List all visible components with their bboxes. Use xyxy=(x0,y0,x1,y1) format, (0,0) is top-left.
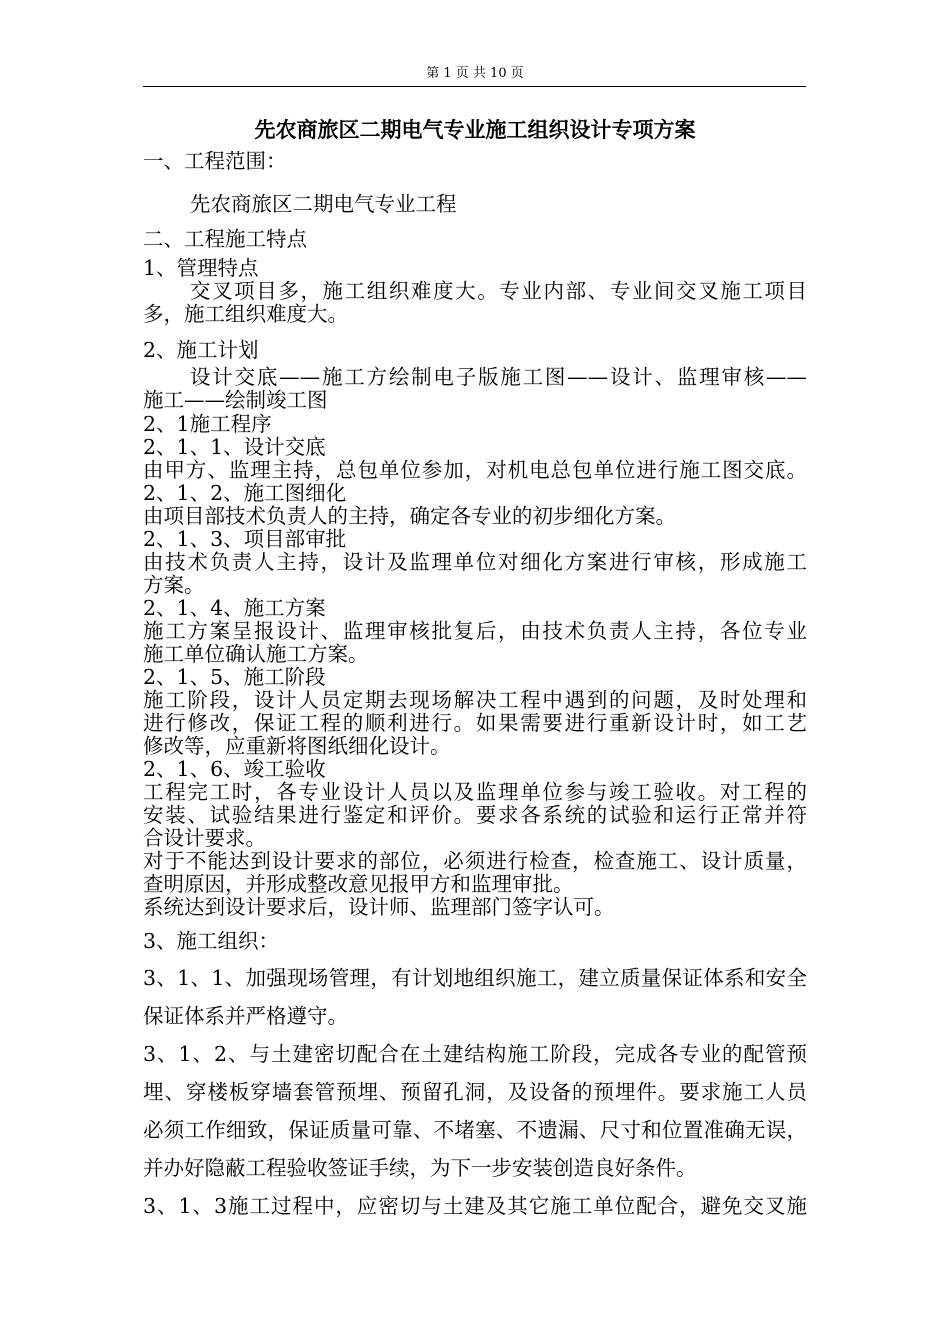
body-text-line: 对于不能达到设计要求的部位，必须进行检查，检查施工、设计质量， xyxy=(143,849,807,873)
body-text-line: 3、1、1、加强现场管理，有计划地组织施工，建立质量保证体系和安全 xyxy=(143,966,807,990)
header-divider xyxy=(143,86,806,87)
body-text-line: 安装、试验结果进行鉴定和评价。要求各系统的试验和运行正常并符 xyxy=(143,803,807,827)
body-text-line: 合设计要求。 xyxy=(143,826,266,850)
body-text-line: 方案。 xyxy=(143,573,205,597)
body-text-line: 由技术负责人主持，设计及监理单位对细化方案进行审核，形成施工 xyxy=(143,550,807,574)
body-text-line: 施工方案呈报设计、监理审核批复后，由技术负责人主持，各位专业 xyxy=(143,619,807,643)
body-text-line: 2、1、2、施工图细化 xyxy=(143,481,347,505)
document-title: 先农商旅区二期电气专业施工组织设计专项方案 xyxy=(254,117,696,142)
body-text-line: 2、1、6、竣工验收 xyxy=(143,757,326,781)
body-text-line: 必须工作细致，保证质量可靠、不堵塞、不遗漏、尺寸和位置准确无误， xyxy=(143,1118,807,1142)
body-text-line: 施工阶段，设计人员定期去现场解决工程中遇到的问题，及时处理和 xyxy=(143,688,807,712)
body-text-line: 一、工程范围： xyxy=(143,149,287,173)
body-text-line: 2、1、4、施工方案 xyxy=(143,596,326,620)
body-text-line: 先农商旅区二期电气专业工程 xyxy=(190,192,457,216)
body-text-line: 系统达到设计要求后，设计师、监理部门签字认可。 xyxy=(143,895,615,919)
body-text-line: 修改等，应重新将图纸细化设计。 xyxy=(143,734,451,758)
body-text-line: 施工——绘制竣工图 xyxy=(143,388,328,412)
body-text-line: 3、1、3施工过程中，应密切与土建及其它施工单位配合，避免交叉施 xyxy=(143,1194,807,1218)
page-number-header: 第 1 页 共 10 页 xyxy=(426,66,524,81)
body-text-line: 2、1施工程序 xyxy=(143,412,272,436)
body-text-line: 由项目部技术负责人的主持，确定各专业的初步细化方案。 xyxy=(143,504,676,528)
body-text-line: 进行修改，保证工程的顺利进行。如果需要进行重新设计时，如工艺 xyxy=(143,711,807,735)
body-text-line: 保证体系并严格遵守。 xyxy=(143,1004,348,1028)
body-text-line: 埋、穿楼板穿墙套管预埋、预留孔洞，及设备的预埋件。要求施工人员 xyxy=(143,1080,807,1104)
body-text-line: 3、施工组织： xyxy=(143,929,280,953)
body-text-line: 由甲方、监理主持，总包单位参加，对机电总包单位进行施工图交底。 xyxy=(143,458,807,482)
body-text-line: 2、施工计划 xyxy=(143,338,259,362)
body-text-line: 1、管理特点 xyxy=(143,256,259,280)
body-text-line: 设计交底——施工方绘制电子版施工图——设计、监理审核—— xyxy=(190,365,807,389)
body-text-line: 3、1、2、与土建密切配合在土建结构施工阶段，完成各专业的配管预 xyxy=(143,1042,807,1066)
body-text-line: 施工单位确认施工方案。 xyxy=(143,642,369,666)
body-text-line: 工程完工时，各专业设计人员以及监理单位参与竣工验收。对工程的 xyxy=(143,780,807,804)
body-text-line: 2、1、5、施工阶段 xyxy=(143,665,326,689)
body-text-line: 2、1、1、设计交底 xyxy=(143,435,326,459)
body-text-line: 2、1、3、项目部审批 xyxy=(143,527,347,551)
body-text-line: 查明原因，并形成整改意见报甲方和监理审批。 xyxy=(143,872,574,896)
body-text-line: 交叉项目多，施工组织难度大。专业内部、专业间交叉施工项目 xyxy=(190,279,807,303)
body-text-line: 二、工程施工特点 xyxy=(143,227,307,251)
body-text-line: 并办好隐蔽工程验收签证手续，为下一步安装创造良好条件。 xyxy=(143,1156,697,1180)
body-text-line: 多，施工组织难度大。 xyxy=(143,302,348,326)
